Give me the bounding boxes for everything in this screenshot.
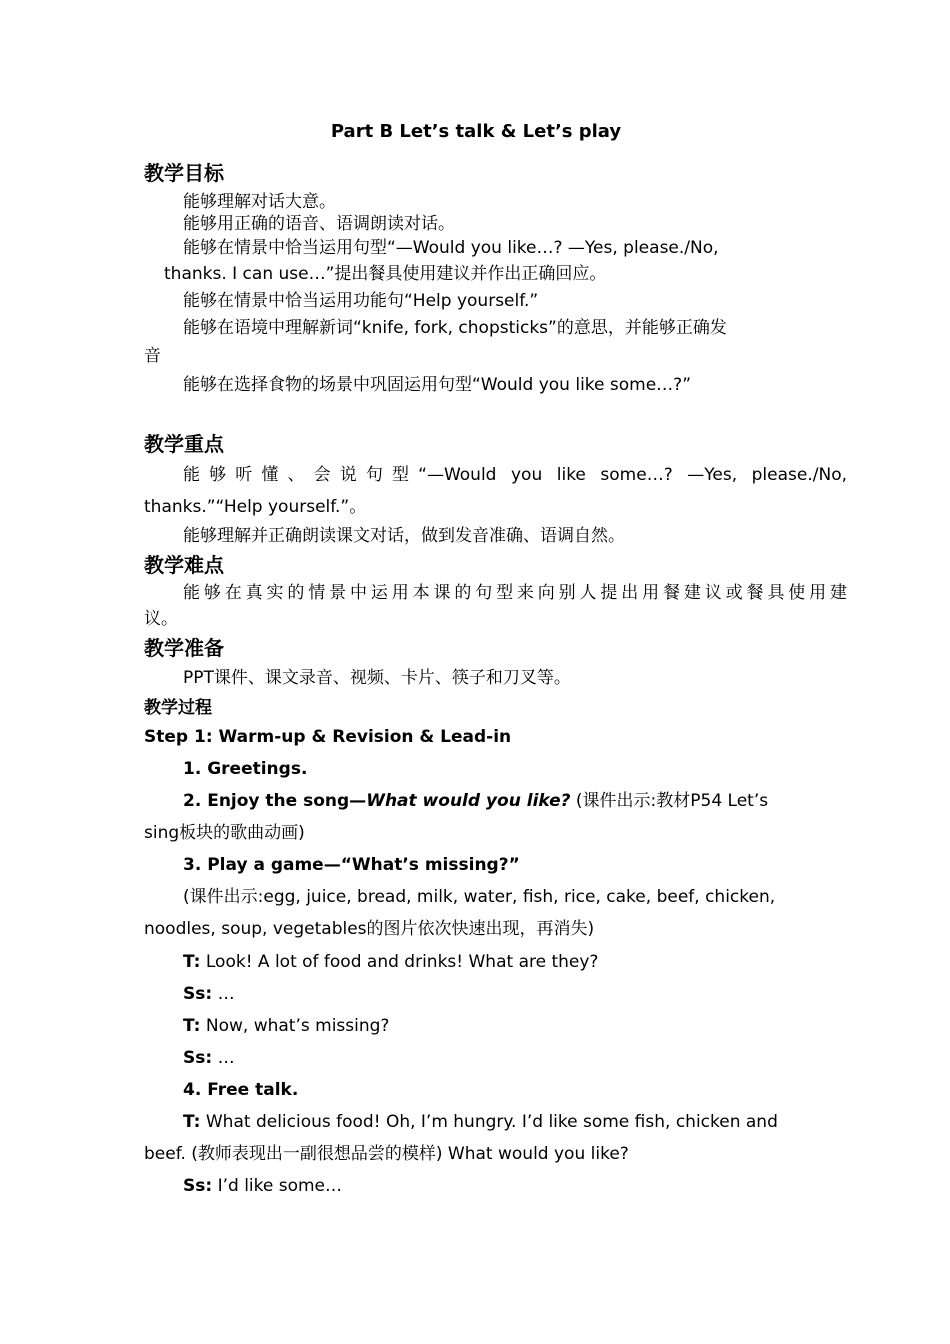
dialogue-line (144, 1045, 847, 1071)
step-1-heading: Step 1: Warm-up & Revision & Lead-in (144, 727, 512, 747)
song-title: What would you like? (366, 791, 571, 811)
speaker-label: T: (183, 1112, 201, 1132)
song-note: (课件出示:教材P54 Let’s (570, 791, 769, 811)
free-talk-item: 4. Free talk. (183, 1080, 299, 1100)
process-heading: 教学过程 (144, 698, 212, 718)
song-item (144, 788, 847, 814)
dialogue-line (144, 1013, 847, 1039)
song-label: 2. Enjoy the song— (183, 791, 367, 811)
difficulties-heading: 教学难点 (144, 553, 224, 577)
dialogue-line (144, 1173, 847, 1199)
speaker-label: T: (183, 952, 201, 972)
game-item: 3. Play a game—“What’s missing?” (183, 855, 520, 875)
speaker-label: Ss: (183, 1176, 213, 1196)
objective-item: 能够在语境中理解新词“knife, fork, chopsticks”的意思，并能够正确发 (183, 318, 727, 338)
page-title: Part B Let’s talk & Let’s play (330, 121, 622, 142)
dialogue-line (144, 981, 847, 1007)
objective-item: 能够在情景中恰当运用句型“—Would you like…? —Yes, please./No, (183, 238, 719, 258)
speaker-label: Ss: (183, 984, 213, 1004)
speaker-label: Ss: (183, 1048, 213, 1068)
game-note-continued: noodles, soup, vegetables的图片依次快速出现，再消失) (144, 919, 595, 939)
difficulty-line: 能够在真实的情景中运用本课的句型来向别人提出用餐建议或餐具使用建 (183, 583, 847, 603)
dialogue-text: … (212, 1048, 235, 1068)
objective-item: thanks. I can use…”提出餐具使用建议并作出正确回应。 (164, 264, 607, 284)
dialogue-line (144, 949, 847, 975)
objective-item: 能够在选择食物的场景中巩固运用句型“Would you like some…?” (183, 375, 692, 395)
dialogue-text: Look! A lot of food and drinks! What are they? (200, 952, 599, 972)
preparation-text: PPT课件、课文录音、视频、卡片、筷子和刀叉等。 (183, 668, 571, 688)
preparation-heading: 教学准备 (144, 636, 224, 660)
greetings-item: 1. Greetings. (183, 759, 308, 779)
objective-item: 能够用正确的语音、语调朗读对话。 (183, 214, 455, 234)
objective-item: 能够在情景中恰当运用功能句“Help yourself.” (183, 291, 539, 311)
key-point-line: 能够理解并正确朗读课文对话，做到发音准确、语调自然。 (183, 526, 625, 546)
objective-item: 音 (144, 346, 161, 366)
dialogue-text: … (212, 984, 235, 1004)
key-points-heading: 教学重点 (144, 432, 224, 456)
dialogue-text: What delicious food! Oh, I’m hungry. I’d like some fish, chicken and (200, 1112, 778, 1132)
dialogue-line-continued: beef. (教师表现出一副很想品尝的模样) What would you like? (144, 1144, 629, 1164)
dialogue-line (144, 1109, 847, 1135)
objective-item: 能够理解对话大意。 (183, 192, 336, 212)
dialogue-text: Now, what’s missing? (200, 1016, 390, 1036)
speaker-label: T: (183, 1016, 201, 1036)
dialogue-text: I’d like some… (212, 1176, 343, 1196)
game-note: (课件出示:egg, juice, bread, milk, water, fish, rice, cake, beef, chicken, (183, 887, 776, 907)
objectives-heading: 教学目标 (144, 161, 224, 185)
song-note-continued: sing板块的歌曲动画) (144, 823, 305, 843)
key-point-line: 能够听懂、会说句型“—Would you like some…? —Yes, please./No, (183, 465, 847, 485)
key-point-line: thanks.”“Help yourself.”。 (144, 497, 367, 517)
difficulty-line: 议。 (144, 609, 178, 629)
